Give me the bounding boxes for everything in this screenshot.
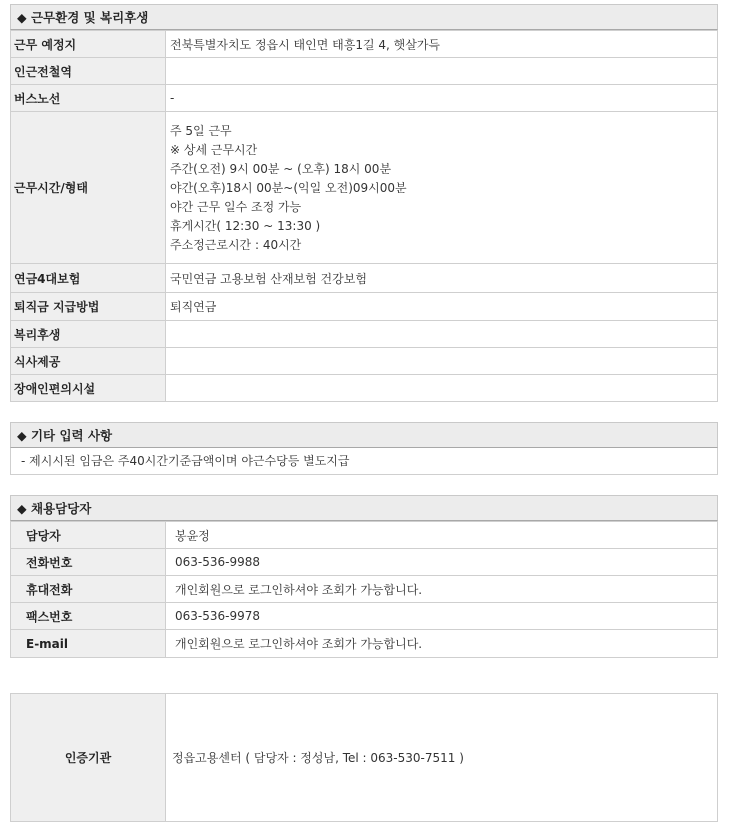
row-value: 봉윤정	[166, 522, 718, 549]
row-value	[166, 58, 718, 85]
row-label: 식사제공	[11, 348, 166, 375]
row-label: 인근전철역	[11, 58, 166, 85]
row-label: 근무시간/형태	[11, 112, 166, 264]
row-value: -	[166, 85, 718, 112]
row-value: 개인회원으로 로그인하셔야 조회가 가능합니다.	[166, 630, 718, 658]
row-value: 063-536-9988	[166, 549, 718, 576]
row-label: 팩스번호	[11, 603, 166, 630]
work-hours-line: 휴게시간( 12:30 ~ 13:30 )	[170, 219, 321, 233]
table-row	[11, 321, 718, 348]
cert-label: 인증기관	[11, 694, 166, 822]
row-value: 국민연금 고용보험 산재보험 건강보험	[166, 264, 718, 293]
etc-title: ◆ 기타 입력 사항	[10, 422, 718, 448]
table-row	[11, 58, 718, 85]
work-hours-line: 주소정근로시간 : 40시간	[170, 238, 302, 252]
table-row	[11, 375, 718, 402]
cert-table	[10, 693, 718, 822]
work-hours-line: ※ 상세 근무시간	[170, 143, 258, 157]
row-value: 063-536-9978	[166, 603, 718, 630]
row-label: 휴대전화	[11, 576, 166, 603]
work-hours-line: 야간(오후)18시 00분~(익일 오전)09시00분	[170, 181, 407, 195]
table-row	[11, 694, 718, 822]
table-row	[11, 293, 718, 321]
row-value: 개인회원으로 로그인하셔야 조회가 가능합니다.	[166, 576, 718, 603]
etc-text: - 제시시된 임금은 주40시간기준금액이며 야근수당등 별도지급	[10, 448, 718, 475]
work-hours-line: 주 5일 근무	[170, 124, 232, 138]
row-label: 퇴직금 지급방법	[11, 293, 166, 321]
work-env-table	[10, 30, 718, 402]
table-row	[11, 549, 718, 576]
row-value: 전북특별자치도 정읍시 태인면 태흥1길 4, 햇살가득	[166, 31, 718, 58]
table-row	[11, 348, 718, 375]
cert-section	[10, 693, 718, 822]
table-row	[11, 603, 718, 630]
work-env-title: ◆ 근무환경 및 복리후생	[10, 4, 718, 30]
row-value	[166, 375, 718, 402]
row-label: 근무 예정지	[11, 31, 166, 58]
row-value: 퇴직연금	[166, 293, 718, 321]
row-label: 버스노선	[11, 85, 166, 112]
work-env-section	[10, 4, 718, 402]
hr-section	[10, 495, 718, 658]
table-row	[11, 576, 718, 603]
hr-table	[10, 521, 718, 658]
row-value	[166, 321, 718, 348]
work-hours-line: 주간(오전) 9시 00분 ~ (오후) 18시 00분	[170, 162, 392, 176]
table-row	[11, 264, 718, 293]
cert-value: 정읍고용센터 ( 담당자 : 정성남, Tel : 063-530-7511 )	[166, 694, 718, 822]
table-row	[11, 630, 718, 658]
row-label: 복리후생	[11, 321, 166, 348]
row-label: 장애인편의시설	[11, 375, 166, 402]
work-hours-line: 야간 근무 일수 조정 가능	[170, 200, 302, 214]
row-label: 전화번호	[11, 549, 166, 576]
table-row	[11, 85, 718, 112]
row-label: 연금4대보험	[11, 264, 166, 293]
work-hours-value	[166, 112, 718, 264]
row-label: 담당자	[11, 522, 166, 549]
hr-title: ◆ 채용담당자	[10, 495, 718, 521]
table-row	[11, 112, 718, 264]
etc-section	[10, 422, 718, 475]
table-row	[11, 522, 718, 549]
row-label: E-mail	[11, 630, 166, 658]
table-row	[11, 31, 718, 58]
row-value	[166, 348, 718, 375]
